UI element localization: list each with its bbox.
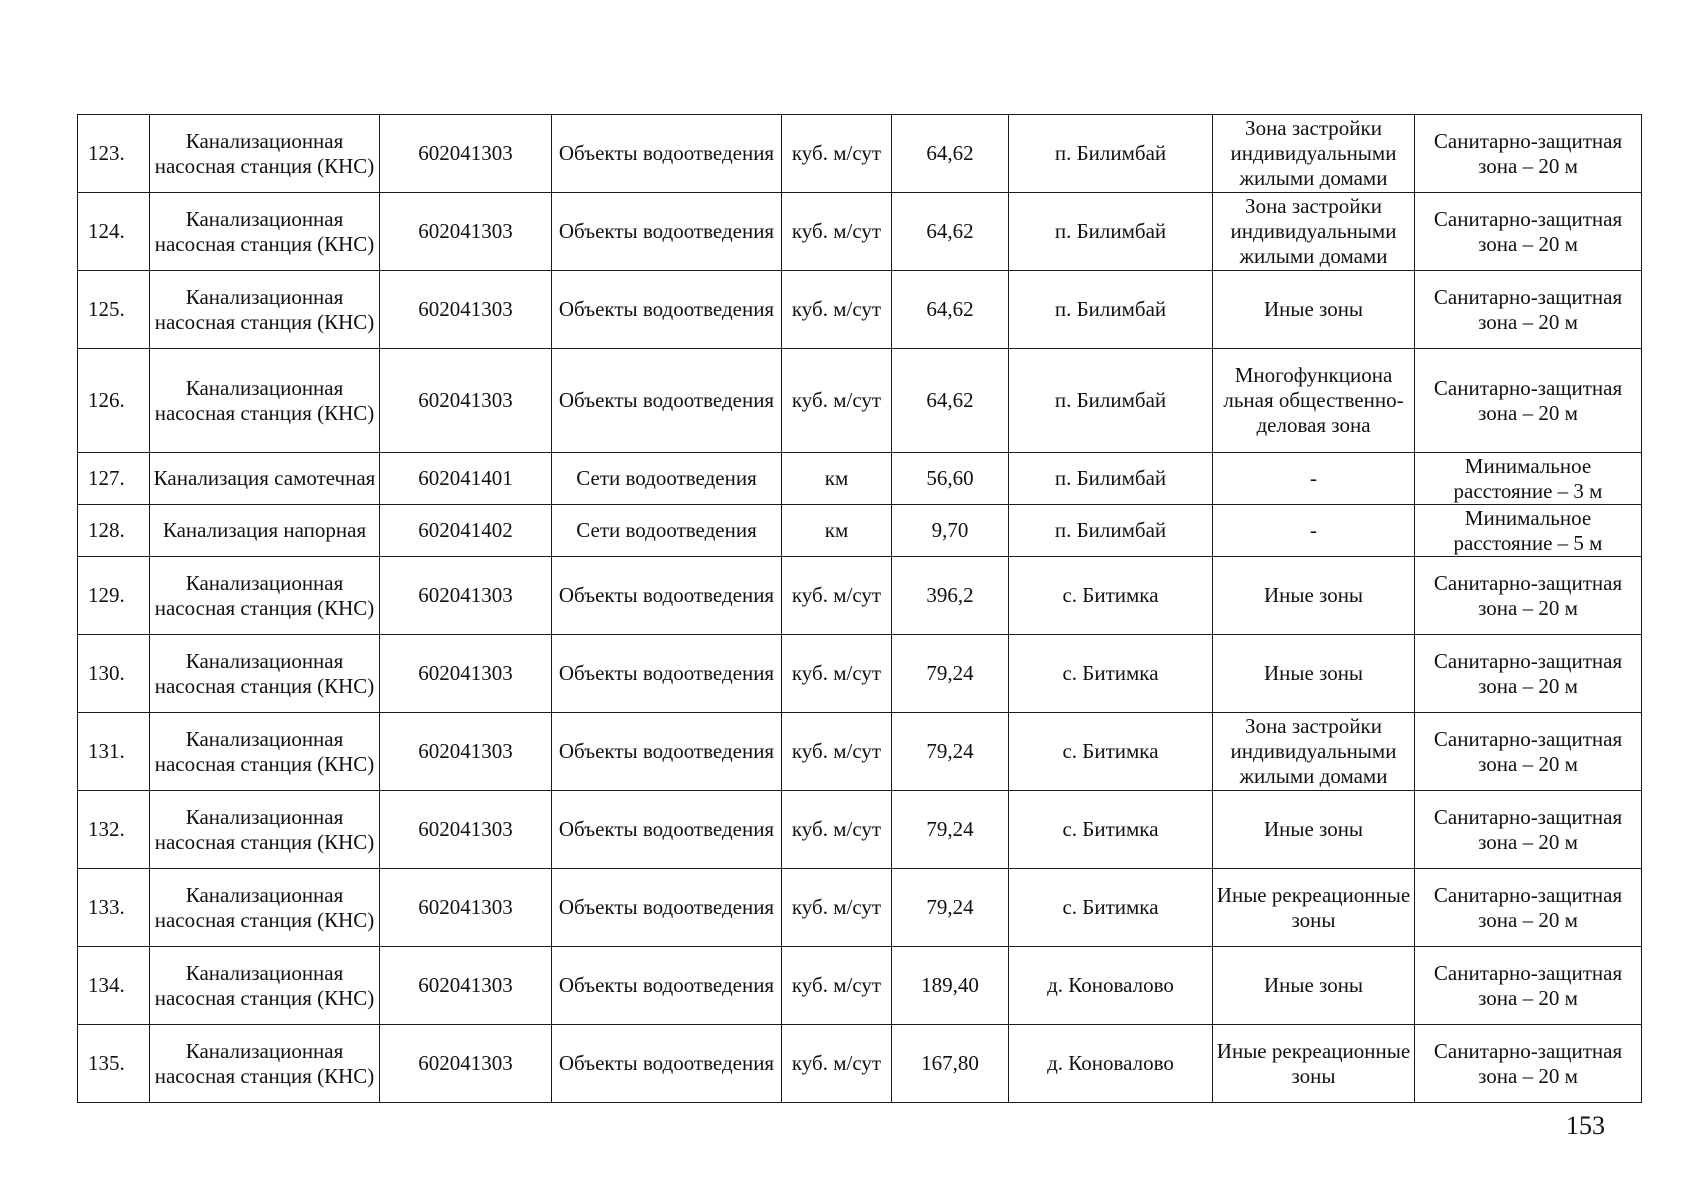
functional-zone-cell: - <box>1213 453 1415 505</box>
unit-cell: куб. м/сут <box>782 271 892 349</box>
restriction-zone-cell: Санитарно-защитная зона – 20 м <box>1415 193 1642 271</box>
row-number-cell: 124. <box>78 193 150 271</box>
restriction-zone-cell: Санитарно-защитная зона – 20 м <box>1415 791 1642 869</box>
capacity-value-cell: 79,24 <box>892 635 1009 713</box>
capacity-value-cell: 396,2 <box>892 557 1009 635</box>
location-cell: с. Битимка <box>1009 557 1213 635</box>
object-type-cell: Объекты водоотведения <box>552 557 782 635</box>
location-cell: д. Коновалово <box>1009 947 1213 1025</box>
table-row <box>78 115 1642 193</box>
location-cell: п. Билимбай <box>1009 349 1213 453</box>
object-name-cell: Канализационная насосная станция (КНС) <box>150 271 380 349</box>
table-row <box>78 193 1642 271</box>
unit-cell: куб. м/сут <box>782 193 892 271</box>
object-type-cell: Объекты водоотведения <box>552 1025 782 1103</box>
capacity-value-cell: 56,60 <box>892 453 1009 505</box>
table-row <box>78 349 1642 453</box>
object-name-cell: Канализационная насосная станция (КНС) <box>150 635 380 713</box>
functional-zone-cell: Иные зоны <box>1213 791 1415 869</box>
capacity-value-cell: 167,80 <box>892 1025 1009 1103</box>
object-name-cell: Канализация напорная <box>150 505 380 557</box>
functional-zone-cell: Зона застройки индивидуальными жилыми домами <box>1213 115 1415 193</box>
object-name-cell: Канализация самотечная <box>150 453 380 505</box>
object-name-cell: Канализационная насосная станция (КНС) <box>150 713 380 791</box>
location-cell: с. Битимка <box>1009 791 1213 869</box>
functional-zone-cell: Иные зоны <box>1213 271 1415 349</box>
object-code-cell: 602041303 <box>380 635 552 713</box>
location-cell: п. Билимбай <box>1009 193 1213 271</box>
functional-zone-cell: - <box>1213 505 1415 557</box>
unit-cell: куб. м/сут <box>782 1025 892 1103</box>
functional-zone-cell: Зона застройки индивидуальными жилыми домами <box>1213 713 1415 791</box>
object-code-cell: 602041303 <box>380 713 552 791</box>
row-number-cell: 125. <box>78 271 150 349</box>
object-name-cell: Канализационная насосная станция (КНС) <box>150 791 380 869</box>
object-name-cell: Канализационная насосная станция (КНС) <box>150 349 380 453</box>
capacity-value-cell: 64,62 <box>892 349 1009 453</box>
object-code-cell: 602041303 <box>380 115 552 193</box>
object-code-cell: 602041303 <box>380 349 552 453</box>
object-code-cell: 602041303 <box>380 869 552 947</box>
row-number-cell: 135. <box>78 1025 150 1103</box>
functional-zone-cell: Многофункциона льная общественно-деловая зона <box>1213 349 1415 453</box>
object-name-cell: Канализационная насосная станция (КНС) <box>150 869 380 947</box>
object-code-cell: 602041303 <box>380 557 552 635</box>
object-type-cell: Объекты водоотведения <box>552 115 782 193</box>
restriction-zone-cell: Санитарно-защитная зона – 20 м <box>1415 349 1642 453</box>
capacity-value-cell: 9,70 <box>892 505 1009 557</box>
object-name-cell: Канализационная насосная станция (КНС) <box>150 947 380 1025</box>
location-cell: с. Битимка <box>1009 713 1213 791</box>
row-number-cell: 129. <box>78 557 150 635</box>
object-code-cell: 602041303 <box>380 193 552 271</box>
row-number-cell: 133. <box>78 869 150 947</box>
unit-cell: куб. м/сут <box>782 635 892 713</box>
unit-cell: куб. м/сут <box>782 947 892 1025</box>
row-number-cell: 134. <box>78 947 150 1025</box>
row-number-cell: 131. <box>78 713 150 791</box>
capacity-value-cell: 64,62 <box>892 193 1009 271</box>
unit-cell: куб. м/сут <box>782 713 892 791</box>
object-name-cell: Канализационная насосная станция (КНС) <box>150 115 380 193</box>
object-code-cell: 602041402 <box>380 505 552 557</box>
capacity-value-cell: 64,62 <box>892 271 1009 349</box>
functional-zone-cell: Иные зоны <box>1213 635 1415 713</box>
object-type-cell: Объекты водоотведения <box>552 947 782 1025</box>
restriction-zone-cell: Санитарно-защитная зона – 20 м <box>1415 115 1642 193</box>
restriction-zone-cell: Минимальное расстояние – 5 м <box>1415 505 1642 557</box>
table-row <box>78 791 1642 869</box>
capacity-value-cell: 79,24 <box>892 869 1009 947</box>
object-type-cell: Объекты водоотведения <box>552 271 782 349</box>
table-row <box>78 947 1642 1025</box>
object-type-cell: Сети водоотведения <box>552 453 782 505</box>
row-number-cell: 123. <box>78 115 150 193</box>
functional-zone-cell: Иные рекреационные зоны <box>1213 1025 1415 1103</box>
table-row <box>78 635 1642 713</box>
functional-zone-cell: Иные зоны <box>1213 947 1415 1025</box>
location-cell: п. Билимбай <box>1009 505 1213 557</box>
restriction-zone-cell: Санитарно-защитная зона – 20 м <box>1415 635 1642 713</box>
unit-cell: куб. м/сут <box>782 349 892 453</box>
row-number-cell: 128. <box>78 505 150 557</box>
capacity-value-cell: 64,62 <box>892 115 1009 193</box>
object-type-cell: Объекты водоотведения <box>552 869 782 947</box>
object-type-cell: Сети водоотведения <box>552 505 782 557</box>
restriction-zone-cell: Санитарно-защитная зона – 20 м <box>1415 869 1642 947</box>
restriction-zone-cell: Санитарно-защитная зона – 20 м <box>1415 947 1642 1025</box>
row-number-cell: 126. <box>78 349 150 453</box>
table-row <box>78 1025 1642 1103</box>
object-code-cell: 602041303 <box>380 1025 552 1103</box>
object-code-cell: 602041303 <box>380 271 552 349</box>
unit-cell: куб. м/сут <box>782 869 892 947</box>
table-row <box>78 505 1642 557</box>
functional-zone-cell: Зона застройки индивидуальными жилыми домами <box>1213 193 1415 271</box>
object-type-cell: Объекты водоотведения <box>552 193 782 271</box>
restriction-zone-cell: Санитарно-защитная зона – 20 м <box>1415 1025 1642 1103</box>
object-name-cell: Канализационная насосная станция (КНС) <box>150 557 380 635</box>
capacity-value-cell: 79,24 <box>892 791 1009 869</box>
object-code-cell: 602041303 <box>380 947 552 1025</box>
object-code-cell: 602041303 <box>380 791 552 869</box>
unit-cell: куб. м/сут <box>782 557 892 635</box>
object-type-cell: Объекты водоотведения <box>552 349 782 453</box>
object-name-cell: Канализационная насосная станция (КНС) <box>150 1025 380 1103</box>
restriction-zone-cell: Санитарно-защитная зона – 20 м <box>1415 557 1642 635</box>
object-code-cell: 602041401 <box>380 453 552 505</box>
table-row <box>78 453 1642 505</box>
functional-zone-cell: Иные рекреационные зоны <box>1213 869 1415 947</box>
row-number-cell: 130. <box>78 635 150 713</box>
table-row <box>78 869 1642 947</box>
unit-cell: куб. м/сут <box>782 115 892 193</box>
capacity-value-cell: 189,40 <box>892 947 1009 1025</box>
object-type-cell: Объекты водоотведения <box>552 791 782 869</box>
page-number: 153 <box>1566 1111 1605 1140</box>
table-row <box>78 271 1642 349</box>
row-number-cell: 132. <box>78 791 150 869</box>
restriction-zone-cell: Санитарно-защитная зона – 20 м <box>1415 271 1642 349</box>
object-name-cell: Канализационная насосная станция (КНС) <box>150 193 380 271</box>
row-number-cell: 127. <box>78 453 150 505</box>
restriction-zone-cell: Санитарно-защитная зона – 20 м <box>1415 713 1642 791</box>
location-cell: д. Коновалово <box>1009 1025 1213 1103</box>
unit-cell: км <box>782 505 892 557</box>
table-row <box>78 713 1642 791</box>
table-row <box>78 557 1642 635</box>
location-cell: п. Билимбай <box>1009 115 1213 193</box>
location-cell: с. Битимка <box>1009 635 1213 713</box>
location-cell: п. Билимбай <box>1009 271 1213 349</box>
unit-cell: км <box>782 453 892 505</box>
object-type-cell: Объекты водоотведения <box>552 635 782 713</box>
objects-table <box>77 114 1642 1103</box>
restriction-zone-cell: Минимальное расстояние – 3 м <box>1415 453 1642 505</box>
functional-zone-cell: Иные зоны <box>1213 557 1415 635</box>
capacity-value-cell: 79,24 <box>892 713 1009 791</box>
location-cell: с. Битимка <box>1009 869 1213 947</box>
table-body <box>78 115 1642 1103</box>
unit-cell: куб. м/сут <box>782 791 892 869</box>
object-type-cell: Объекты водоотведения <box>552 713 782 791</box>
location-cell: п. Билимбай <box>1009 453 1213 505</box>
